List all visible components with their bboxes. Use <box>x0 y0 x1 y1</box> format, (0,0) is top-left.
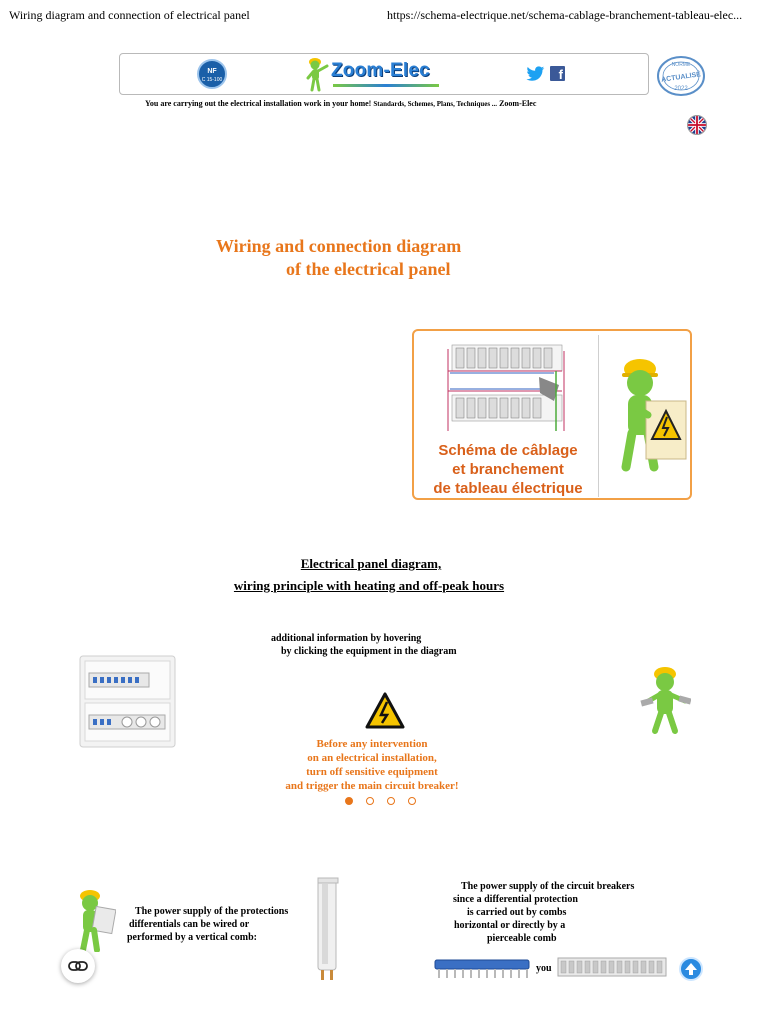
link-icon <box>61 949 95 983</box>
horizontal-comb-image[interactable] <box>434 955 530 981</box>
subtitle-line2[interactable]: wiring principle with heating and off-peak hours <box>233 578 505 593</box>
vertical-comb-image[interactable] <box>314 876 342 982</box>
slider-dot-4[interactable] <box>408 797 416 805</box>
info-hover-hint: additional information by hovering <box>271 633 422 644</box>
uk-flag-icon[interactable] <box>687 115 707 135</box>
facebook-icon[interactable]: f <box>550 66 565 81</box>
hero-divider <box>598 335 599 497</box>
tagline-brand[interactable]: Zoom-Elec <box>499 99 537 108</box>
twitter-icon[interactable] <box>526 66 545 82</box>
hero-caption <box>422 441 594 498</box>
safety-warning-line4: and trigger the main circuit breaker! <box>285 780 459 792</box>
hero-wiring-diagram-image[interactable] <box>412 329 692 500</box>
svg-text:2022: 2022 <box>674 86 688 92</box>
pierceable-comb-image[interactable] <box>557 955 667 979</box>
horizontal-comb-line2: since a differential protection <box>453 894 578 905</box>
nf-certification-badge <box>197 59 227 89</box>
vertical-comb-line2: differentials can be wired or <box>129 919 250 930</box>
horizontal-comb-line4: horizontal or directly by a <box>454 920 566 931</box>
high-voltage-warning-icon <box>351 690 419 732</box>
mascot-reading-plan-icon <box>72 888 116 952</box>
site-tagline <box>145 99 536 108</box>
horizontal-comb-line1: The power supply of the circuit breakers <box>461 881 635 892</box>
mascot-with-warning-sign-icon <box>612 355 690 475</box>
horizontal-comb-line5: pierceable comb <box>487 933 557 944</box>
slider-dot-2[interactable] <box>366 797 374 805</box>
svg-text:NORME: NORME <box>671 62 691 68</box>
section-subtitle <box>0 553 768 597</box>
page-title <box>216 235 461 281</box>
vertical-comb-line1: The power supply of the protections <box>135 906 289 917</box>
page-title-line2: of the electrical panel <box>286 259 451 279</box>
scroll-to-top-button[interactable] <box>679 957 703 981</box>
panel-schematic-thumbnail <box>444 341 569 436</box>
electrical-panel-image[interactable] <box>79 655 176 748</box>
horizontal-comb-description <box>453 880 634 945</box>
slider-dot-1[interactable] <box>345 797 353 805</box>
tagline-main: You are carrying out the electrical installation work in your home! <box>145 99 372 108</box>
safety-warning-line3: turn off sensitive equipment <box>306 766 438 778</box>
subtitle-line1[interactable]: Electrical panel diagram, <box>300 556 442 571</box>
vertical-comb-description <box>127 905 288 944</box>
hero-caption-line3: de tableau électrique <box>433 480 583 497</box>
svg-text:ACTUALISÉ: ACTUALISÉ <box>660 71 702 84</box>
safety-warning-text <box>0 737 744 793</box>
tagline-topics: Standards, Schemes, Plans, Techniques ... <box>373 100 498 108</box>
info-click-hint: by clicking the equipment in the diagram <box>281 646 457 657</box>
share-link-button[interactable] <box>61 949 95 983</box>
slider-pagination <box>345 797 429 807</box>
safety-warning-line2: on an electrical installation, <box>307 752 437 764</box>
arrow-up-icon <box>681 959 701 979</box>
logo-underline <box>333 84 439 87</box>
hero-caption-line2: et branchement <box>452 461 564 478</box>
vertical-comb-line3: performed by a vertical comb: <box>127 932 257 943</box>
nf-badge-sublabel: C 15-100 <box>201 77 223 83</box>
stamp-updated-norm-icon <box>656 55 706 97</box>
nf-badge-label: NF <box>207 68 217 75</box>
print-page-url[interactable]: https://schema-electrique.net/schema-cablage-branchement-tableau-elec... <box>387 8 743 22</box>
print-page-title: Wiring diagram and connection of electrical panel <box>9 8 250 22</box>
page-title-line1: Wiring and connection diagram <box>216 236 462 256</box>
horizontal-comb-line3: is carried out by combs <box>467 907 567 918</box>
mascot-logo-icon <box>302 56 330 92</box>
site-logo[interactable]: Zoom-Elec <box>331 60 430 81</box>
safety-warning-line1: Before any intervention <box>316 738 428 750</box>
mascot-with-tools-icon <box>639 665 691 735</box>
connector-word: you <box>536 963 552 974</box>
hero-caption-line1: Schéma de câblage <box>438 442 578 459</box>
slider-dot-3[interactable] <box>387 797 395 805</box>
